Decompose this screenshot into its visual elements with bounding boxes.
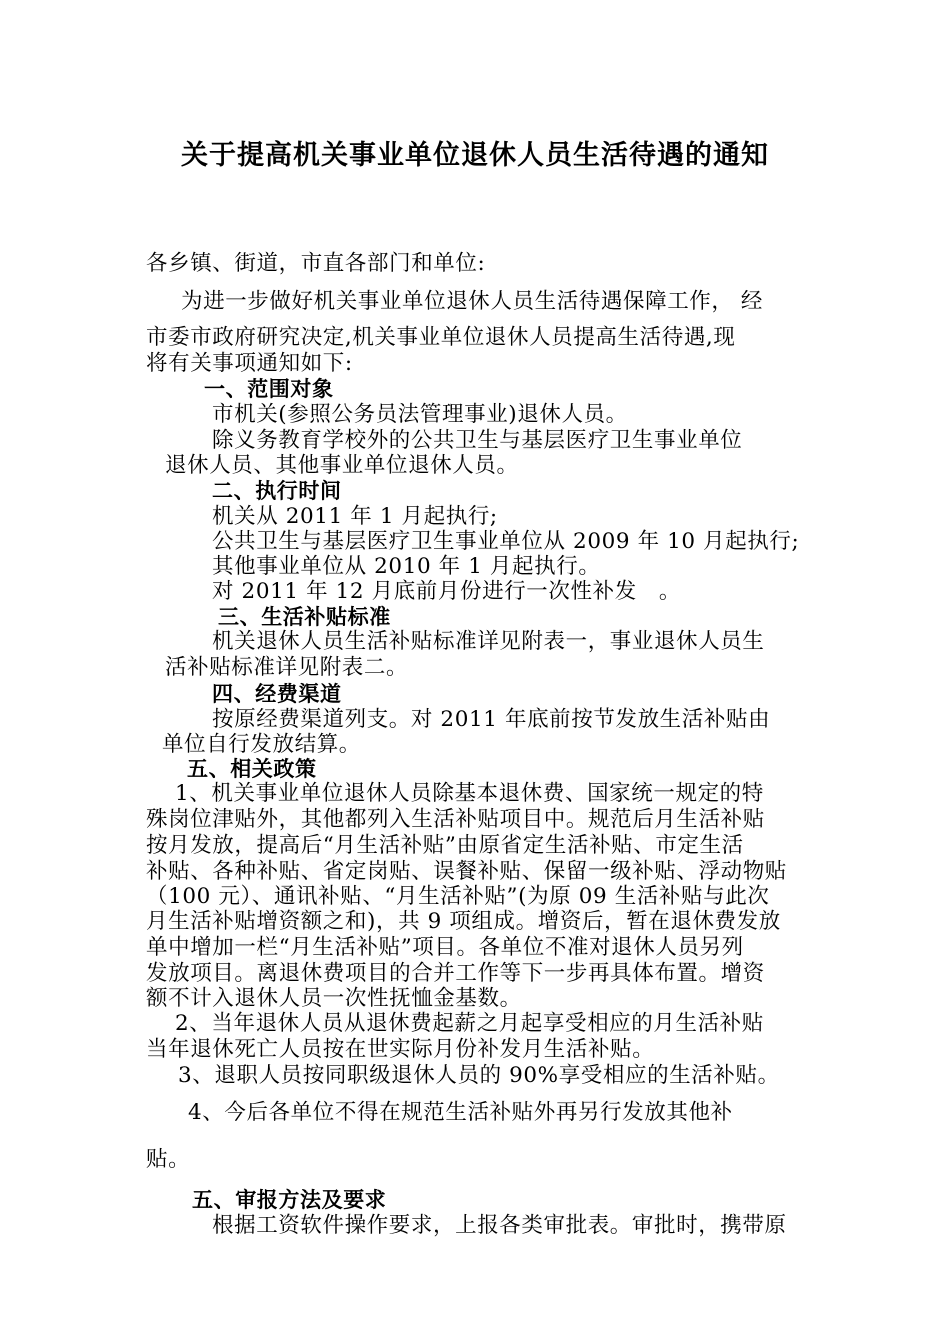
document-title: 关于提高机关事业单位退休人员生活待遇的通知 bbox=[181, 140, 769, 171]
section-line: 除义务教育学校外的公共卫生与基层医疗卫生事业单位 bbox=[212, 428, 743, 453]
section-line: 1、机关事业单位退休人员除基本退休费、国家统一规定的特 bbox=[175, 781, 764, 806]
section-heading: 五、相关政策 bbox=[187, 757, 317, 781]
section-heading: 四、经费渠道 bbox=[212, 682, 342, 706]
section-line: 市机关(参照公务员法管理事业)退休人员。 bbox=[212, 402, 628, 427]
section-line: 当年退休死亡人员按在世实际月份补发月生活补贴。 bbox=[146, 1037, 655, 1062]
section-line: 退休人员、其他事业单位退休人员。 bbox=[165, 453, 519, 478]
section-line: 根据工资软件操作要求，上报各类审批表。审批时，携带原 bbox=[212, 1213, 787, 1238]
intro-line: 市委市政府研究决定,机关事业单位退休人员提高生活待遇,现 bbox=[146, 325, 736, 350]
intro-line: 将有关事项通知如下: bbox=[146, 351, 353, 376]
section-line: 单中增加一栏“月生活补贴”项目。各单位不准对退休人员另列 bbox=[146, 935, 744, 960]
section-line: 机关从 2011 年 1 月起执行; bbox=[212, 504, 498, 529]
section-heading: 五、审报方法及要求 bbox=[192, 1188, 387, 1212]
section-line: 补贴、各种补贴、省定岗贴、误餐补贴、保留一级补贴、浮动物贴 bbox=[146, 859, 787, 884]
section-line: 2、当年退休人员从退休费起薪之月起享受相应的月生活补贴 bbox=[175, 1011, 764, 1036]
section-line: 贴。 bbox=[146, 1147, 191, 1172]
intro-line: 为进一步做好机关事业单位退休人员生活待遇保障工作， 经 bbox=[181, 289, 764, 314]
section-heading: 三、生活补贴标准 bbox=[218, 605, 391, 629]
section-line: 殊岗位津贴外，其他都列入生活补贴项目中。规范后月生活补贴 bbox=[146, 807, 765, 832]
section-line: （100 元）、通讯补贴、“月生活补贴”(为原 09 生活补贴与此次 bbox=[146, 884, 770, 909]
section-line: 月生活补贴增资额之和)，共 9 项组成。增资后，暂在退休费发放 bbox=[146, 909, 781, 934]
section-heading: 一、范围对象 bbox=[204, 377, 334, 401]
section-heading: 二、执行时间 bbox=[212, 479, 342, 503]
section-line: 对 2011 年 12 月底前月份进行一次性补发 。 bbox=[212, 579, 682, 604]
section-line: 发放项目。离退休费项目的合并工作等下一步再具体布置。增资 bbox=[146, 961, 765, 986]
section-line: 单位自行发放结算。 bbox=[162, 732, 361, 757]
section-line: 按月发放，提高后“月生活补贴”由原省定生活补贴、市定生活 bbox=[146, 833, 744, 858]
section-line: 3、退职人员按同职级退休人员的 90%享受相应的生活补贴。 bbox=[178, 1063, 780, 1088]
section-line: 机关退休人员生活补贴标准详见附表一，事业退休人员生 bbox=[212, 629, 765, 654]
section-line: 额不计入退休人员一次性抚恤金基数。 bbox=[146, 986, 522, 1011]
section-line: 按原经费渠道列支。对 2011 年底前按节发放生活补贴由 bbox=[212, 707, 771, 732]
section-line: 公共卫生与基层医疗卫生事业单位从 2009 年 10 月起执行; bbox=[212, 529, 800, 554]
section-line: 其他事业单位从 2010 年 1 月起执行。 bbox=[212, 554, 601, 579]
section-line: 活补贴标准详见附表二。 bbox=[165, 655, 409, 680]
salutation: 各乡镇、街道，市直各部门和单位: bbox=[146, 251, 486, 276]
section-line: 4、今后各单位不得在规范生活补贴外再另行发放其他补 bbox=[188, 1100, 733, 1125]
